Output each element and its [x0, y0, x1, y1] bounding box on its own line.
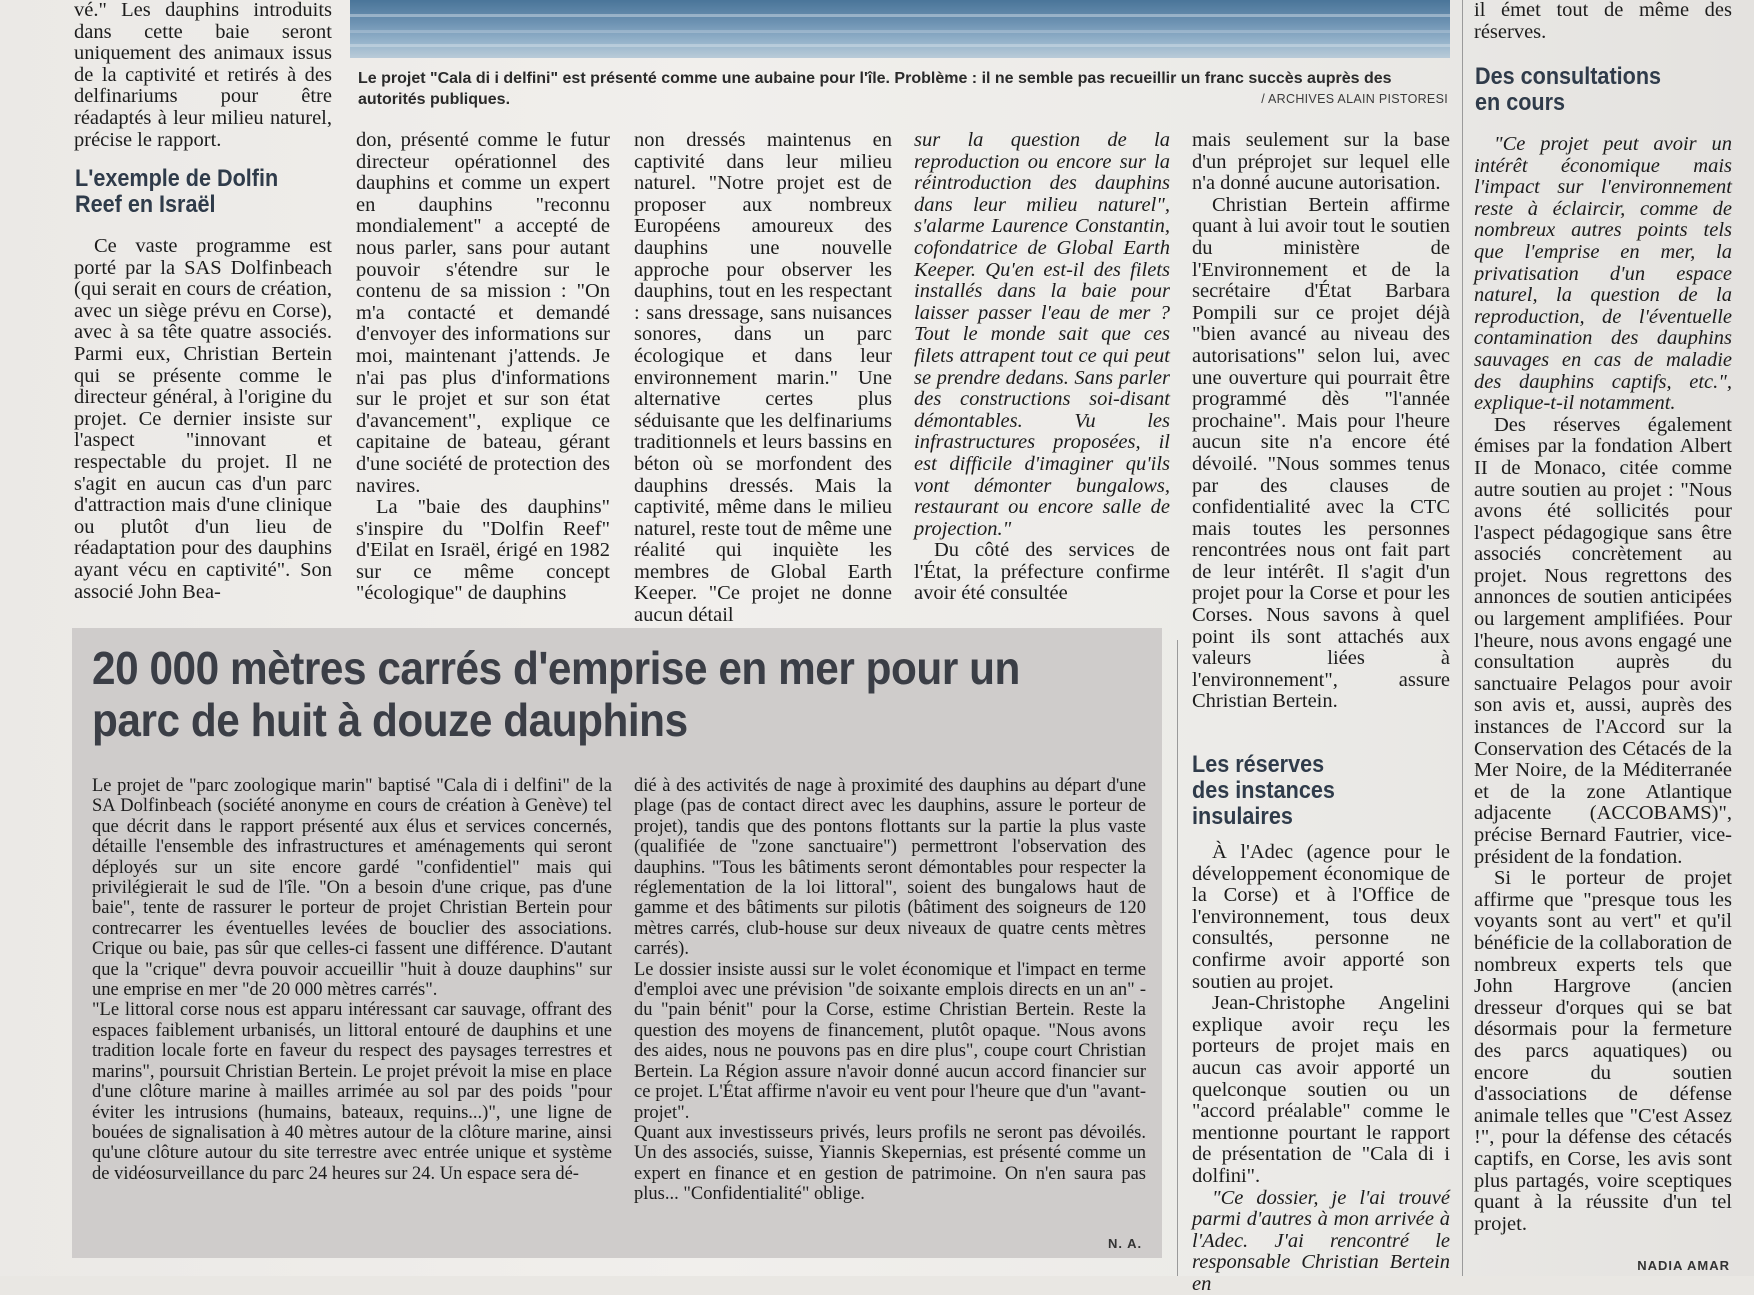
paragraph: Ce vaste programme est porté par la SAS Dolfinbeach (qui serait en cours de création, avec un siège prévu en Corse), avec à sa tête quatre associés. Parmi eux, Christian Bertein qui se présente comme le directeur général, à l'origine du projet. Ce dernier insiste sur l'aspect "innovant et respectable du projet. Il ne s'agit en aucun cas d'un parc d'attraction mais d'une clinique ou plutôt d'un lieu de réadaptation pour des dauphins ayant vécu en captivité". Son associé John Bea- [74, 236, 332, 603]
column-rule [1462, 0, 1463, 1276]
article-column-2 [356, 130, 610, 608]
paragraph: Des réserves également émises par la fondation Albert II de Monaco, citée comme autre soutien au projet : "Nous avons été sollicités pour l'aspect pédagogique sans être associés concrètement au projet. Nous regrettons des annonces de soutien anticipées ou largement amplifiées. Pour l'heure, nous avons engagé une consultation auprès du sanctuaire Pelagos pour avoir son avis et, aussi, auprès des instances de l'Accord sur la Conservation des Cétacés de la Mer Noire, de la Méditerranée et de la zone Atlantique adjacente (ACCOBAMS)", précise Bernard Fautrier, vice-président de la fondation. [1474, 415, 1732, 868]
article-column-5 [1192, 130, 1450, 740]
article-column-1 [74, 0, 332, 150]
box-signature: N. A. [1108, 1236, 1142, 1251]
photo-credit: / ARCHIVES ALAIN PISTORESI [1261, 92, 1448, 106]
box-column-right [634, 776, 1146, 1234]
paragraph: il émet tout de même des réserves. [1474, 0, 1732, 43]
sea-photo [350, 0, 1450, 58]
article-column-1b [74, 236, 332, 608]
paragraph: dié à des activités de nage à proximité des dauphins au départ d'une plage (pas de contact direct avec les dauphins, assure le porteur de projet), tandis que des pontons flottants sur la partie la plus vaste (qualifiée de "zone sanctuaire") permettront l'observation des dauphins. "Tous les bâtiments seront démontables pour respecter la réglementation de la loi littoral", soient des bungalows haut de gamme et des bâtiments sur pilotis (bâtiment des soigneurs de 120 mètres carrés, club-house sur deux niveaux de quatre cents mètres carrés). [634, 776, 1146, 960]
paragraph: Le dossier insiste aussi sur le volet économique et l'impact en terme d'emploi avec une prévision "de soixante emplois directs en un an" - du "pain bénit" pour la Corse, estime Christian Bertein. Reste la question des moyens de financement, plutôt opaque. "Nous avons des aides, nous ne pouvons pas en dire plus", coupe court Christian Bertein. La Région assure n'avoir donné aucun accord financier sur ce projet. L'État affirme n'avoir eu vent pour l'heure que d'un "avant-projet". [634, 960, 1146, 1123]
subheading-dolfin-reef: L'exemple de Dolfin Reef en Israël [75, 166, 309, 218]
subheading-consultations: Des consultations en cours [1475, 64, 1691, 116]
paragraph: À l'Adec (agence pour le développement économique de la Corse) et à l'Office de l'environnement, tous deux consultés, personne ne confirme avoir apporté son soutien au projet. [1192, 842, 1450, 993]
box-column-left [92, 776, 612, 1256]
article-column-6-top [1474, 0, 1732, 48]
paragraph: don, présenté comme le futur directeur opérationnel des dauphins et comme un expert en dauphins "reconnu mondialement" a accepté de nous parler, sans pour autant pouvoir s'étendre sur le contenu de sa mission : "On m'a contacté et demandé d'envoyer des informations sur moi, maintenant j'attends. Je n'ai pas plus d'informations sur le projet et sur son état d'avancement", explique ce capitaine de bateau, gérant d'une société de protection des navires. [356, 130, 610, 497]
author-signature: NADIA AMAR [1637, 1258, 1730, 1273]
subheading-reserves: Les réserves des instances insulaires [1192, 752, 1363, 830]
paragraph: La "baie des dauphins" s'inspire du "Dolfin Reef" d'Eilat en Israël, érigé en 1982 sur ce même concept "écologique" de dauphins [356, 497, 610, 605]
paragraph: Si le porteur de projet affirme que "presque tous les voyants sont au vert" et qu'il bénéficie de la collaboration de nombreux experts tels que John Hargrove (ancien dresseur d'orques qui se bat désormais pour la fermeture des parcs aquatiques) ou encore du soutien d'associations de défense animale telles que "C'est Assez !", pour la défense des cétacés captifs, en Corse, les avis sont plus partagés, voire sceptiques quant à la réussite d'un tel projet. [1474, 868, 1732, 1235]
paragraph: vé." Les dauphins introduits dans cette baie seront uniquement des animaux issus de la captivité et retirés à des delfinariums pour être réadaptés à leur milieu naturel, précise le rapport. [74, 0, 332, 151]
article-column-6 [1474, 134, 1732, 1256]
paragraph: Le projet de "parc zoologique marin" baptisé "Cala di i delfini" de la SA Dolfinbeach (société anonyme en cours de création à Genève) tel que décrit dans le rapport présenté aux élus et services concernés, détaille l'ensemble des infrastructures et aménagements qui seront déployés sur un site encore gardé "confidentiel" mais qui privilégierait le sud de l'île. "On a besoin d'une crique, pas d'une baie", tente de rassurer le porteur de projet Christian Bertein pour contrecarrer les éventuelles levées de bouclier des associations. Crique ou baie, pas sûr que celles-ci fassent une différence. D'autant que la "crique" devra pouvoir accueillir "huit à douze dauphins" sur une emprise en mer "de 20 000 mètres carrés". [92, 776, 612, 1000]
paragraph: Du côté des services de l'État, la préfecture confirme avoir été consultée [914, 540, 1170, 605]
paragraph: sur la question de la reproduction ou encore sur la réintroduction des dauphins dans leur milieu naturel", s'alarme Laurence Constantin, cofondatrice de Global Earth Keeper. Qu'en est-il des filets installés dans la baie pour laisser passer l'eau de mer ? Tout le monde sait que ces filets attrapent tout ce qui peut se prendre dedans. Sans parler des constructions soi-disant démontables. Vu les infrastructures proposées, il est difficile d'imaginer qu'ils vont démonter bungalows, restaurant ou encore salle de projection." [914, 130, 1170, 540]
paragraph: mais seulement sur la base d'un préprojet sur lequel elle n'a donné aucune autorisation. [1192, 130, 1450, 195]
paragraph: Quant aux investisseurs privés, leurs profils ne seront pas dévoilés. Un des associés, suisse, Yiannis Skepernias, est présenté comme un expert en finance et en gestion de patrimoine. On n'en saura pas plus... "Confidentialité" oblige. [634, 1123, 1146, 1205]
paragraph: "Ce projet peut avoir un intérêt économique mais l'impact sur l'environnement reste à éclaircir, comme de nombreux autres points tels que l'emprise en mer, la privatisation d'un espace naturel, la question de la reproduction, de l'éventuelle contamination des dauphins sauvages en cas de maladie des dauphins captifs, etc.", explique-t-il notamment. [1474, 134, 1732, 415]
photo-caption: Le projet "Cala di i delfini" est présenté comme une aubaine pour l'île. Problème : il ne semble pas recueillir un franc succès auprès des autorités publiques. [358, 68, 1448, 110]
paragraph: non dressés maintenus en captivité dans leur milieu naturel. "Notre projet est de proposer aux nombreux Européens amoureux des dauphins une nouvelle approche pour observer les dauphins, tout en les respectant : sans dressage, sans nuisances sonores, dans un parc écologique et dans leur environnement marin." Une alternative certes plus séduisante que les delfinariums traditionnels et leurs bassins en béton où se morfondent des dauphins dressés. Mais la captivité, même dans le milieu naturel, reste tout de même une réalité qui inquiète les membres de Global Earth Keeper. "Ce projet ne donne aucun détail [634, 130, 892, 627]
article-column-5b [1192, 842, 1450, 1276]
article-column-3 [634, 130, 892, 608]
article-column-4 [914, 130, 1170, 608]
paragraph: "Le littoral corse nous est apparu intéressant car sauvage, offrant des espaces faiblement urbanisés, un littoral entouré de dauphins et une tradition locale forte en faveur du respect des paysages terrestres et marins", poursuit Christian Bertein. Le projet prévoit la mise en place d'une clôture marine à mailles arrimée au sol par des poids "pour éviter les intrusions (humains, bateaux, requins...)", une ligne de bouées de signalisation à 40 mètres autour de la clôture marine, ainsi qu'une clôture autour du site terrestre avec entrée unique et système de vidéosurveillance du parc 24 heures sur 24. Un espace sera dé- [92, 1000, 612, 1184]
paragraph: Jean-Christophe Angelini explique avoir reçu les porteurs de projet mais en aucun cas avoir apporté un quelconque soutien ou un "accord préalable" comme le mentionne pourtant le rapport de présentation de "Cala di i dolfini". [1192, 993, 1450, 1187]
paragraph: Christian Bertein affirme quant à lui avoir tout le soutien du ministère de l'Environnement et de la secrétaire d'État Barbara Pompili sur ce projet déjà "bien avancé au niveau des autorisations" selon lui, avec une ouverture qui pourrait être programmé dès "l'année prochaine". Mais pour l'heure aucun site n'a encore été dévoilé. "Nous sommes tenus par des clauses de confidentialité avec la CTC mais toutes les personnes rencontrées nous ont fait part de leur intérêt. Il s'agit d'un projet pour la Corse et pour les Corses. Nous savons à quel point ils sont attachés aux valeurs liées à l'environnement", assure Christian Bertein. [1192, 195, 1450, 713]
box-headline: 20 000 mètres carrés d'emprise en mer pour un parc de huit à douze dauphins [92, 642, 1067, 746]
column-rule [1177, 640, 1178, 1276]
paragraph: "Ce dossier, je l'ai trouvé parmi d'autres à mon arrivée à l'Adec. J'ai rencontré le responsable Christian Bertein en [1192, 1188, 1450, 1295]
